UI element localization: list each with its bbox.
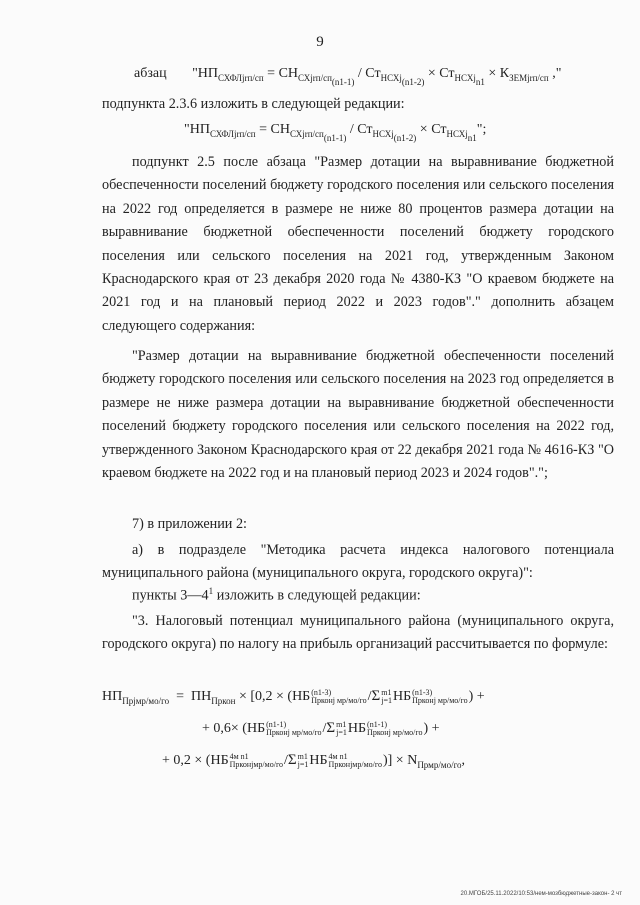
item-7: 7) в приложении 2: bbox=[132, 516, 247, 532]
page-number: 9 bbox=[316, 34, 324, 50]
formula-3-line-2: + 0,6× (НБ (n1-1) Прконj мр/мо/го /Σ m1 j=1 НБ (n1-1) Прконj мр/мо/го ) + bbox=[202, 719, 440, 737]
formula-2: "$НП_{СХФЛjrп/сп} = СН_{СХjrп/сп_{(n1-1)}} / Ст_{НСХj_{(n1-2)}} \times Ст_{НСХj_{n1}}$"; bbox=[184, 122, 487, 143]
formula-3-line-1: $НП_{Прjмр/мо/го} = ПН_{Пркон} \times [0,2 \times (НБ$ (n1-3) Прконj мр/мо/го /Σ m1 j=1 НБ (n1-3) Прконj мр/мо/го ) + bbox=[102, 687, 485, 706]
paragraph-2-5: подпункт 2.5 после абзаца "Размер дотации на выравнивание бюджетной обеспеченности поселений бюджету городского поселения или сельского поселения на 2022 год определяется в размере не ниже 80 процентов размера дотации на выравнивание бюджетной обеспеченности поселений бюджету городского поселения или сельского поселения на 2021 год, утвержденным Законом Краснодарского края от 23 декабря 2020 года № 4380-КЗ "О краевом бюджете на 2021 год и на плановый период 2022 и 2023 годов"." дополнить абзацем следующего содержания: bbox=[102, 154, 614, 334]
item-a: а) в подразделе "Методика расчета индекса налогового потенциала муниципального района (муниципального округа, городского округа)": bbox=[102, 542, 614, 582]
paragraph-quote: "Размер дотации на выравнивание бюджетной обеспеченности поселений бюджету городского поселения или сельского поселения на 2023 год определяется в размере не ниже размера дотации на выравнивание бюджетной обеспеченности поселений бюджету городского поселения или сельского поселения на 2022 год, утвержденного Законом Краснодарского края от 22 декабря 2021 года № 4616-КЗ "О краевом бюджете на 2022 год и на плановый период 2023 и 2024 годов"."; bbox=[102, 348, 614, 482]
paragraph-3: "3. Налоговый потенциал муниципального района (муниципального округа, городского округа) по налогу на прибыль организаций рассчитывается по формуле: bbox=[102, 613, 614, 653]
points-text: пункты $3—4^1$ изложить в следующей редакции: bbox=[132, 586, 421, 604]
abzac-label: абзац bbox=[134, 66, 167, 81]
subpoint-text: подпункта 2.3.6 изложить в следующей редакции: bbox=[102, 96, 405, 112]
formula-3-line-3: + 0,2 × (НБ 4м n1 Прконjмр/мо/го /Σ m1 j=1 НБ 4м n1 Прконjмр/мо/го )] × $N_{Прмр/мо/го}$, bbox=[162, 751, 466, 770]
footer-stamp: 20.МГОБ/25.11.2022/10:53/нем-мозбюджетные-закон- 2 чт bbox=[460, 891, 622, 897]
formula-1: абзац "$НП_{СХФЛjrп/сп} = СН_{СХjrп/сп_{(n1-1)}} / Ст_{НСХj_{(n1-2)}} \times Ст_{НСХj_{n1}} \times К_{ЗЕМjrп/сп}$ ," bbox=[134, 66, 562, 87]
